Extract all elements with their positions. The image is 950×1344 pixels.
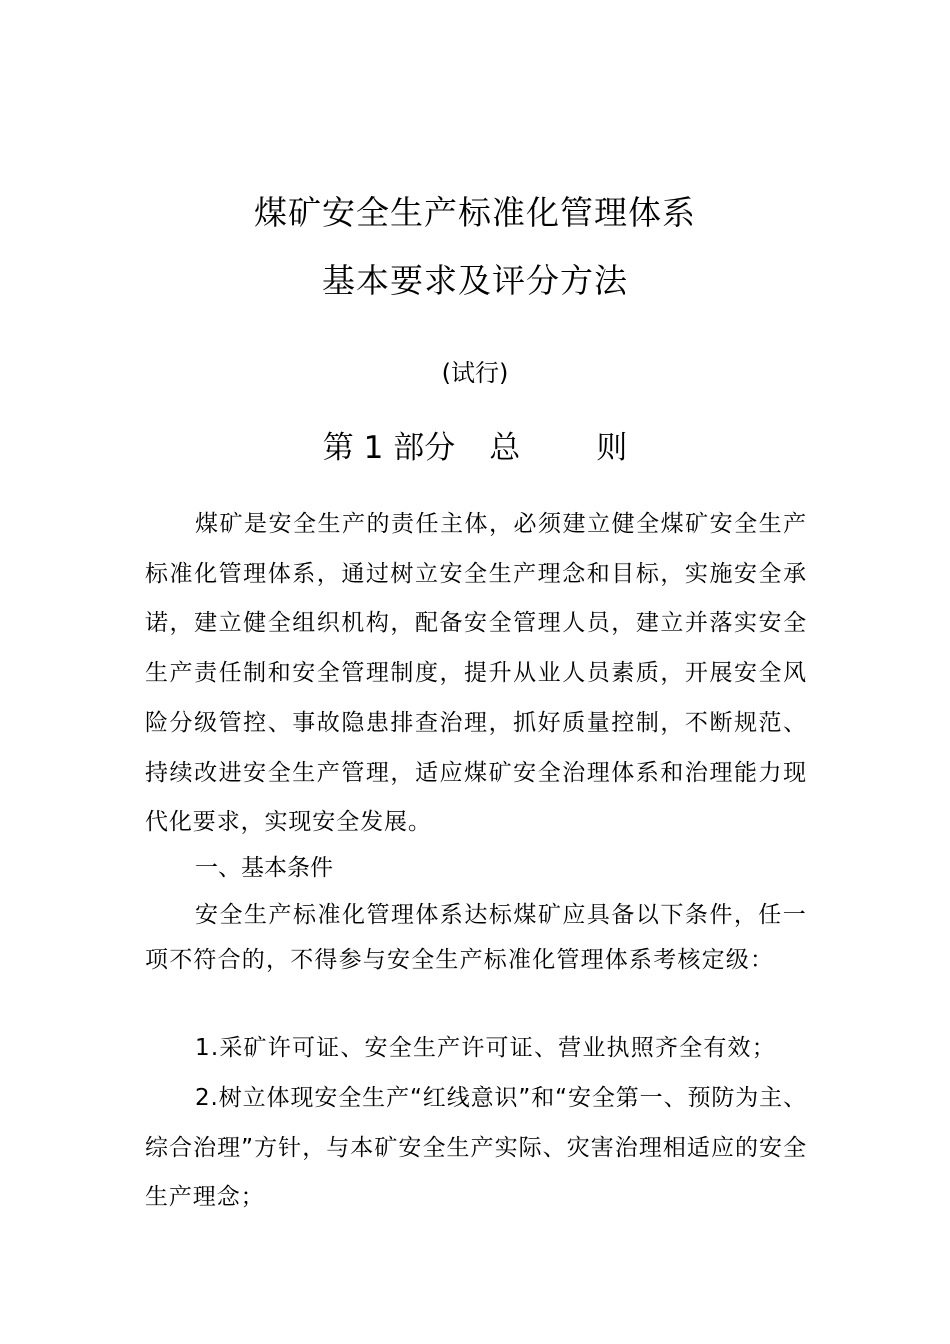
conditions-intro-paragraph: 安全生产标准化管理体系达标煤矿应具备以下条件，任一项不符合的，不得参与安全生产标准化管理体系考核定级： bbox=[145, 902, 807, 973]
document-title-line-2: 基本要求及评分方法 bbox=[322, 261, 628, 300]
part-heading bbox=[0, 428, 950, 468]
document-title-line-1: 煤矿安全生产标准化管理体系 bbox=[254, 193, 696, 232]
part-heading-label: 第 1 部分 bbox=[322, 430, 456, 466]
document-subtitle: (试行) bbox=[441, 359, 509, 387]
part-heading-word-1: 总 bbox=[489, 430, 521, 466]
condition-item-2: 2.树立体现安全生产“红线意识”和“安全第一、预防为主、综合治理”方针，与本矿安全生产实际、灾害治理相适应的安全生产理念； bbox=[145, 1085, 807, 1210]
section-heading: 一、基本条件 bbox=[195, 855, 333, 881]
part-heading-word-2: 则 bbox=[596, 430, 628, 466]
condition-item-1: 1.采矿许可证、安全生产许可证、营业执照齐全有效； bbox=[195, 1035, 776, 1061]
intro-paragraph: 煤矿是安全生产的责任主体，必须建立健全煤矿安全生产标准化管理体系，通过树立安全生产理念和目标，实施安全承诺，建立健全组织机构，配备安全管理人员，建立并落实安全生产责任制和安全管理制度，提升从业人员素质，开展安全风险分级管控、事故隐患排查治理，抓好质量控制，不断规范、持续改进安全生产管理，适应煤矿安全治理体系和治理能力现代化要求，实现安全发展。 bbox=[145, 511, 807, 836]
